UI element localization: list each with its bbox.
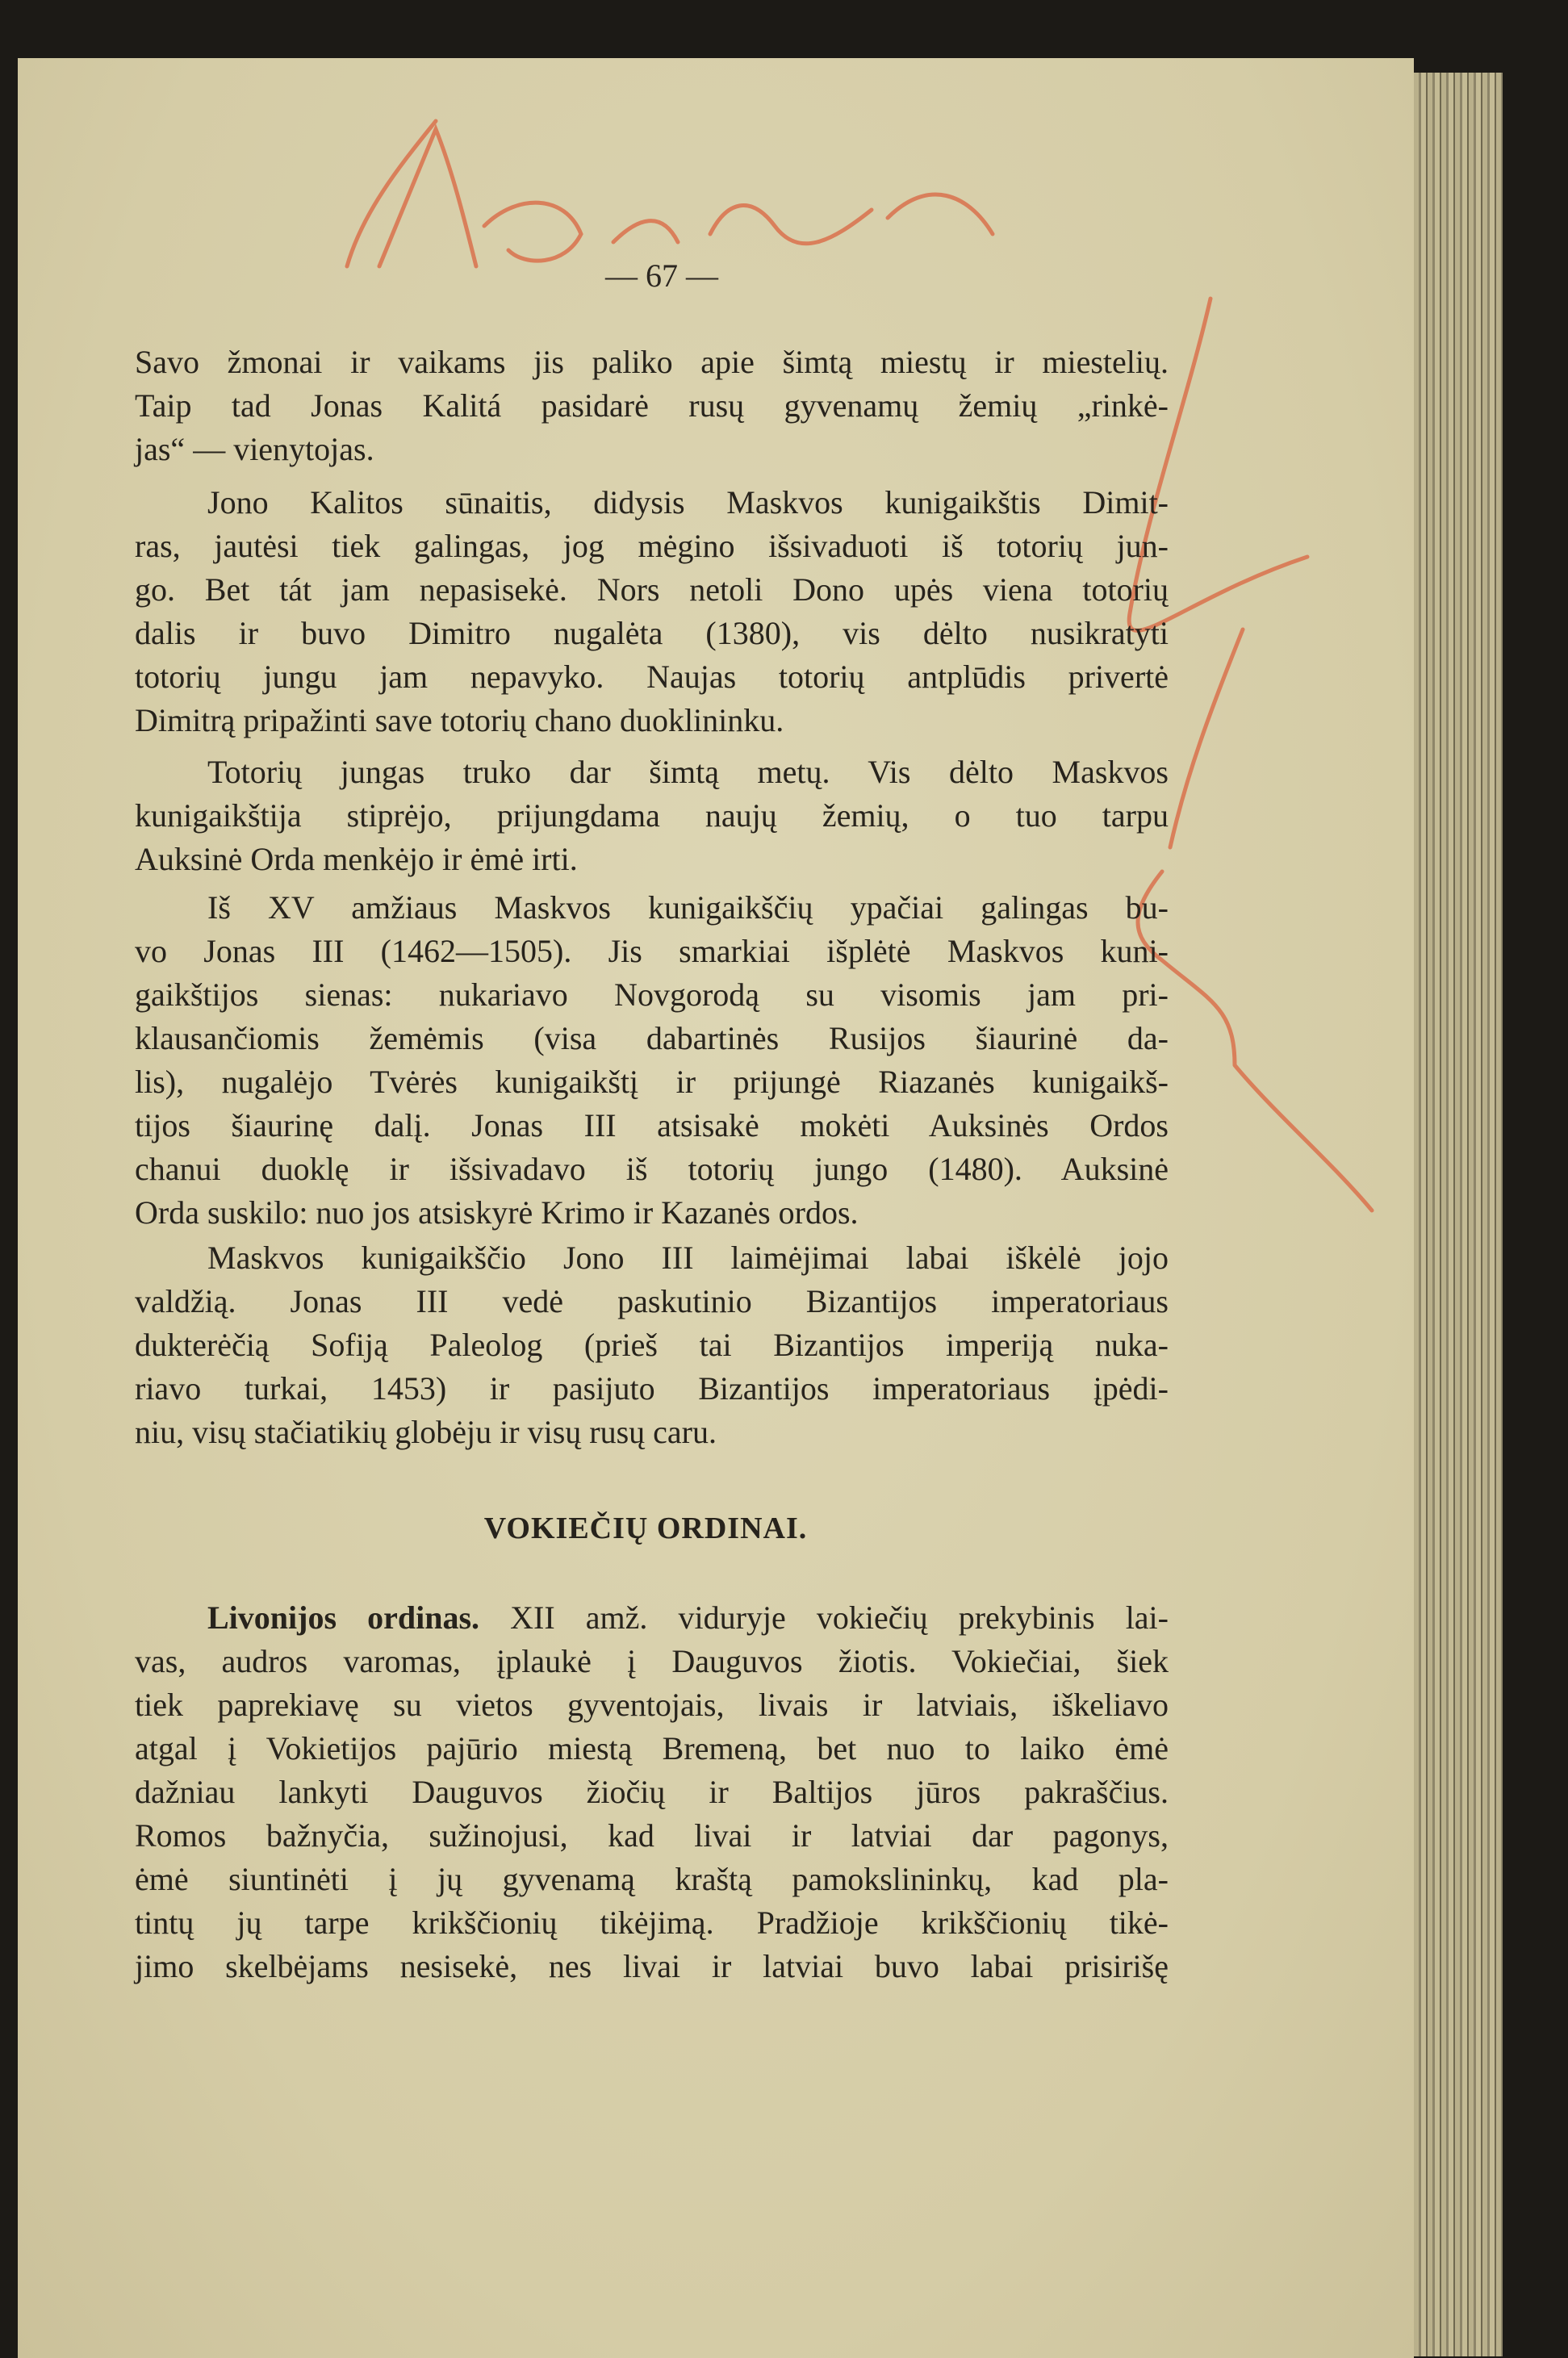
text-line: jimo skelbėjams nesisekė, nes livai ir latviai buvo labai prisirišę bbox=[135, 1948, 1169, 1984]
text-line: vas, audros varomas, įplaukė į Dauguvos žiotis. Vokiečiai, šiek bbox=[135, 1643, 1169, 1679]
text-line: Jono Kalitos sūnaitis, didysis Maskvos kunigaikštis Dimit- bbox=[207, 484, 1169, 521]
text-line: ras, jautėsi tiek galingas, jog mėgino išsivaduoti iš totorių jun- bbox=[135, 528, 1169, 564]
text-line: riavo turkai, 1453) ir pasijuto Bizantijos imperatoriaus įpėdi- bbox=[135, 1370, 1169, 1407]
text-line: tiek paprekiavę su vietos gyventojais, livais ir latviais, iškeliavo bbox=[135, 1687, 1169, 1723]
text-line: tintų jų tarpe krikščionių tikėjimą. Pradžioje krikščionių tikė- bbox=[135, 1904, 1169, 1941]
text-line: go. Bet tát jam nepasisekė. Nors netoli Dono upės viena totorių bbox=[135, 571, 1169, 608]
text-line: Orda suskilo: nuo jos atsiskyrė Krimo ir Kazanės ordos. bbox=[135, 1194, 859, 1231]
text-line: Romos bažnyčia, sužinojusi, kad livai ir latviai dar pagonys, bbox=[135, 1817, 1169, 1854]
paragraph-2 bbox=[135, 481, 1169, 742]
text-line: Taip tad Jonas Kalitá pasidarė rusų gyvenamų žemių „rinkė- bbox=[135, 387, 1169, 424]
section-lead: Livonijos ordinas. bbox=[207, 1599, 480, 1636]
text-line: totorių jungu jam nepavyko. Naujas totorių antplūdis privertė bbox=[135, 658, 1169, 695]
text-line: Maskvos kunigaikščio Jono III laimėjimai labai iškėlė jojo bbox=[207, 1240, 1169, 1276]
text-line: jas“ — vienytojas. bbox=[135, 431, 374, 467]
text-line: atgal į Vokietijos pajūrio miestą Bremeną, bet nuo to laiko ėmė bbox=[135, 1730, 1169, 1766]
section-paragraph bbox=[135, 1596, 1169, 1988]
section-heading: VOKIEČIŲ ORDINAI. bbox=[483, 1511, 808, 1545]
text-line: dukterėčią Sofiją Paleolog (prieš tai Bizantijos imperiją nuka- bbox=[135, 1327, 1169, 1363]
paragraph-1 bbox=[135, 341, 1169, 471]
text-line: vo Jonas III (1462—1505). Jis smarkiai išplėtė Maskvos kuni- bbox=[135, 933, 1169, 969]
paragraph-3 bbox=[135, 750, 1169, 881]
paragraph-4 bbox=[135, 886, 1169, 1235]
text-line: Savo žmonai ir vaikams jis paliko apie šimtą miestų ir miestelių. bbox=[135, 344, 1169, 380]
text-line: kunigaikštija stiprėjo, prijungdama naujų žemių, o tuo tarpu bbox=[135, 797, 1169, 834]
text-line: ėmė siuntinėti į jų gyvenamą kraštą pamokslininkų, kad pla- bbox=[135, 1861, 1169, 1897]
paragraph-5 bbox=[135, 1236, 1169, 1454]
text-line: tijos šiaurinę dalį. Jonas III atsisakė mokėti Auksinės Ordos bbox=[135, 1107, 1169, 1143]
text-line: Auksinė Orda menkėjo ir ėmė irti. bbox=[135, 841, 578, 877]
text-line: lis), nugalėjo Tvėrės kunigaikštį ir prijungė Riazanės kunigaikš- bbox=[135, 1064, 1169, 1100]
text-line: dalis ir buvo Dimitro nugalėta (1380), vis dėlto nusikratyti bbox=[135, 615, 1169, 651]
text-line: Dimitrą pripažinti save totorių chano duoklininku. bbox=[135, 702, 784, 738]
page-number: — 67 — bbox=[605, 257, 718, 294]
text-line: valdžią. Jonas III vedė paskutinio Bizantijos imperatoriaus bbox=[135, 1283, 1169, 1319]
pencil-scribble-signature bbox=[347, 121, 993, 266]
text-line-rest: XII amž. viduryje vokiečių prekybinis lai- bbox=[479, 1599, 1169, 1636]
text-line: Totorių jungas truko dar šimtą metų. Vis dėlto Maskvos bbox=[207, 754, 1169, 790]
text-line: gaikštijos sienas: nukariavo Novgorodą su visomis jam pri- bbox=[135, 976, 1169, 1013]
text-line: chanui duoklę ir išsivadavo iš totorių jungo (1480). Auksinė bbox=[135, 1151, 1169, 1187]
text-line: Iš XV amžiaus Maskvos kunigaikščių ypačiai galingas bu- bbox=[207, 889, 1169, 926]
text-line bbox=[135, 1596, 1169, 1640]
text-line: dažniau lankyti Dauguvos žiočių ir Baltijos jūros pakraščius. bbox=[135, 1774, 1169, 1810]
text-line: niu, visų stačiatikių globėju ir visų rusų caru. bbox=[135, 1414, 717, 1450]
text-line: klausančiomis žemėmis (visa dabartinės Rusijos šiaurinė da- bbox=[135, 1020, 1169, 1056]
